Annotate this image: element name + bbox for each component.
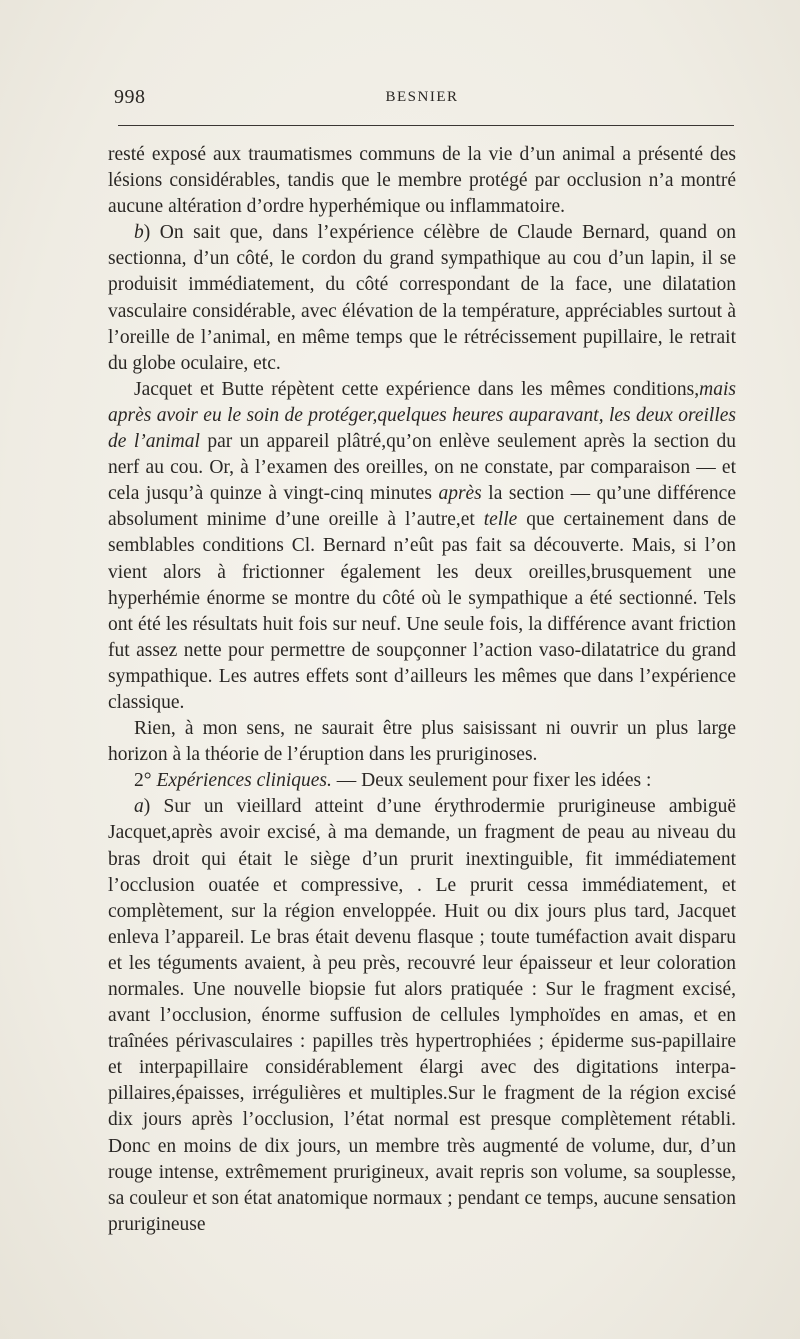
italic-text-run: b: [134, 222, 144, 244]
text-run: resté exposé aux traumatismes communs de la vie d’un animal a présenté des lésions considérables, tandis que le membre protégé par occlusion n’a montré aucune altération d’ordre hyperhémique ou inflammatoire.: [108, 144, 736, 218]
italic-text-run: telle: [483, 509, 518, 531]
paragraph: [108, 768, 736, 794]
running-head: BESNIER: [385, 89, 459, 105]
paragraph: [108, 220, 736, 377]
text-run: Jacquet et Butte répètent cette expérience dans les mêmes conditions,: [134, 378, 700, 400]
text-run: par un appareil plâtré,qu’on enlève seulement après la section du nerf au cou. Or, à l’examen des oreilles, on ne constate, par comparaison — et cela jusqu’à quinze à vingt-cinq minutes: [108, 431, 737, 505]
paragraph: [108, 142, 736, 220]
text-run: 2°: [134, 770, 157, 792]
italic-text-run: a: [134, 796, 144, 818]
paragraph: [108, 716, 736, 768]
italic-text-run: mais après avoir eu le soin de protéger,quelques heures auparavant, les deux oreilles de l’animal: [108, 378, 736, 453]
text-run: ) Sur un vieillard atteint d’une érythrodermie prurigineuse ambiguë Jacquet,après avoir excisé, à ma demande, un fragment de peau au niveau du bras droit qui était le siège d’un prurit inextinguible, fit immédiatement l’occlusion ouatée et compressive, . Le prurit cessa immédiatement, et complètement, sur la région enveloppée. Huit ou dix jours plus tard, Jacquet enleva l’appareil. Le bras était devenu flasque ; toute tuméfaction avait disparu et les téguments avaient, à peu près, recouvré leur épaisseur et leur coloration normales. Une nouvelle biopsie fut alors pratiquée : Sur le fragment excisé, avant l’occlusion, énorme suffusion de cellules lymphoïdes en amas, et en traînées périvasculaires : papilles très hypertrophiées ; épiderme sus-papillaire et interpapillaire considérablement élargi avec des digitations interpapillaires,épaisses, irrégulières et multiples.Sur le fragment de la région excisé dix jours après l’occlusion, l’état normal est presque complètement rétabli. Donc en moins de dix jours, un membre très augmenté de volume, dur, d’un rouge intense, extrêmement prurigineux, avait repris son volume, sa souplesse, sa couleur et son état anatomique normaux ; pendant ce temps, aucune sensation prurigineuse: [108, 796, 736, 1235]
paragraph: [108, 377, 736, 716]
text-run: que certainement dans de semblables conditions Cl. Bernard n’eût pas fait sa découverte. Mais, si l’on vient alors à frictionner également les deux oreilles,brusquement une hyperhémie énorme se montre du côté où le sympathique a été sectionné. Tels ont été les résultats huit fois sur neuf. Une seule fois, la différence avant friction fut assez nette pour permettre de soupçonner l’action vaso-dilatatrice du grand sympathique. Les autres effets sont d’ailleurs les mêmes que dans l’expérience classique.: [108, 509, 737, 713]
text-run: la section — qu’une différence absolument minime d’une oreille à l’autre,et: [108, 483, 736, 531]
page-number: 998: [114, 86, 146, 108]
text-run: Rien, à mon sens, ne saurait être plus saisissant ni ouvrir un plus large horizon à la théorie de l’éruption dans les pruriginoses.: [108, 718, 736, 766]
italic-text-run: après: [438, 483, 482, 505]
header-rule: [118, 125, 734, 126]
paragraph: [108, 794, 736, 1238]
page-header: [108, 84, 736, 118]
body-text: [108, 142, 736, 1238]
italic-text-run: Expériences cliniques.: [156, 770, 332, 792]
text-run: ) On sait que, dans l’expérience célèbre de Claude Bernard, quand on sectionna, d’un côté, le cordon du grand sympathique au cou d’un lapin, il se produisit immédiatement, du côté correspondant de la face, une dilatation vasculaire considérable, avec élévation de la température, appréciables surtout à l’oreille de l’animal, en même temps que le rétrécissement pupillaire, le retrait du globe oculaire, etc.: [108, 222, 736, 374]
text-run: — Deux seulement pour fixer les idées :: [331, 770, 652, 792]
